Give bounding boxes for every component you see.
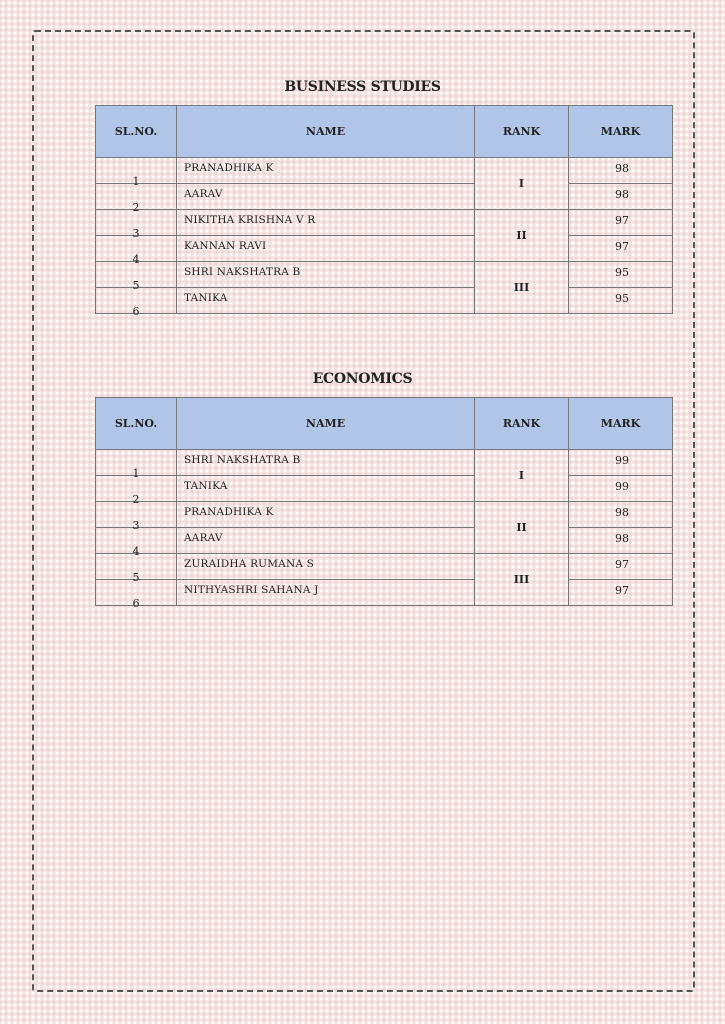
table-row <box>96 184 673 210</box>
header-name: NAME <box>177 398 475 450</box>
header-sl-no: SL.NO. <box>96 106 177 158</box>
mark: 98 <box>615 506 629 519</box>
sl-no: 5 <box>132 571 140 584</box>
mark: 97 <box>615 214 629 227</box>
table-row <box>96 450 673 476</box>
header-sl-no: SL.NO. <box>96 398 177 450</box>
rank-cell: I <box>475 450 569 502</box>
header-rank: RANK <box>475 106 569 158</box>
table-row <box>96 210 673 236</box>
sl-no: 2 <box>132 493 140 506</box>
header-name: NAME <box>177 106 475 158</box>
sl-no: 1 <box>132 467 140 480</box>
table-header-row <box>96 398 673 450</box>
mark: 98 <box>615 532 629 545</box>
mark: 98 <box>615 188 629 201</box>
student-name: SHRI NAKSHATRA B <box>184 265 301 278</box>
section-title-economics: ECONOMICS <box>312 371 413 387</box>
student-name: ZURAIDHA RUMANA S <box>184 557 315 570</box>
sl-no: 6 <box>132 305 140 318</box>
table-row <box>96 476 673 502</box>
sl-no: 2 <box>132 201 140 214</box>
table-row <box>96 158 673 184</box>
mark: 97 <box>615 584 629 597</box>
rank-cell: III <box>475 554 569 606</box>
student-name: TANIKA <box>184 479 228 492</box>
sl-no: 6 <box>132 597 140 610</box>
table-row <box>96 554 673 580</box>
header-rank: RANK <box>475 398 569 450</box>
student-name: PRANADHIKA K <box>184 161 274 174</box>
header-mark: MARK <box>569 398 673 450</box>
student-name: PRANADHIKA K <box>184 505 274 518</box>
table-row <box>96 236 673 262</box>
table-row <box>96 288 673 314</box>
table-row <box>96 528 673 554</box>
rank-cell: I <box>475 158 569 210</box>
business-studies-table <box>95 105 673 318</box>
student-name: KANNAN RAVI <box>184 239 267 252</box>
mark: 95 <box>615 266 629 279</box>
rank-cell: II <box>475 502 569 554</box>
sl-no: 4 <box>132 545 140 558</box>
sl-no: 4 <box>132 253 140 266</box>
sl-no: 1 <box>132 175 140 188</box>
table-header-row <box>96 106 673 158</box>
mark: 98 <box>615 162 629 175</box>
rank-cell: III <box>475 262 569 314</box>
table-row <box>96 580 673 606</box>
student-name: NITHYASHRI SAHANA J <box>184 583 319 596</box>
table-row <box>96 502 673 528</box>
header-mark: MARK <box>569 106 673 158</box>
mark: 99 <box>615 480 629 493</box>
mark: 95 <box>615 292 629 305</box>
mark: 97 <box>615 240 629 253</box>
sl-no: 5 <box>132 279 140 292</box>
sl-no: 3 <box>132 227 140 240</box>
economics-table <box>95 397 673 610</box>
student-name: NIKITHA KRISHNA V R <box>184 213 316 226</box>
student-name: AARAV <box>184 187 223 200</box>
student-name: TANIKA <box>184 291 228 304</box>
mark: 97 <box>615 558 629 571</box>
table-row <box>96 262 673 288</box>
student-name: AARAV <box>184 531 223 544</box>
section-title-business-studies: BUSINESS STUDIES <box>284 79 441 95</box>
rank-cell: II <box>475 210 569 262</box>
mark: 99 <box>615 454 629 467</box>
student-name: SHRI NAKSHATRA B <box>184 453 301 466</box>
sl-no: 3 <box>132 519 140 532</box>
